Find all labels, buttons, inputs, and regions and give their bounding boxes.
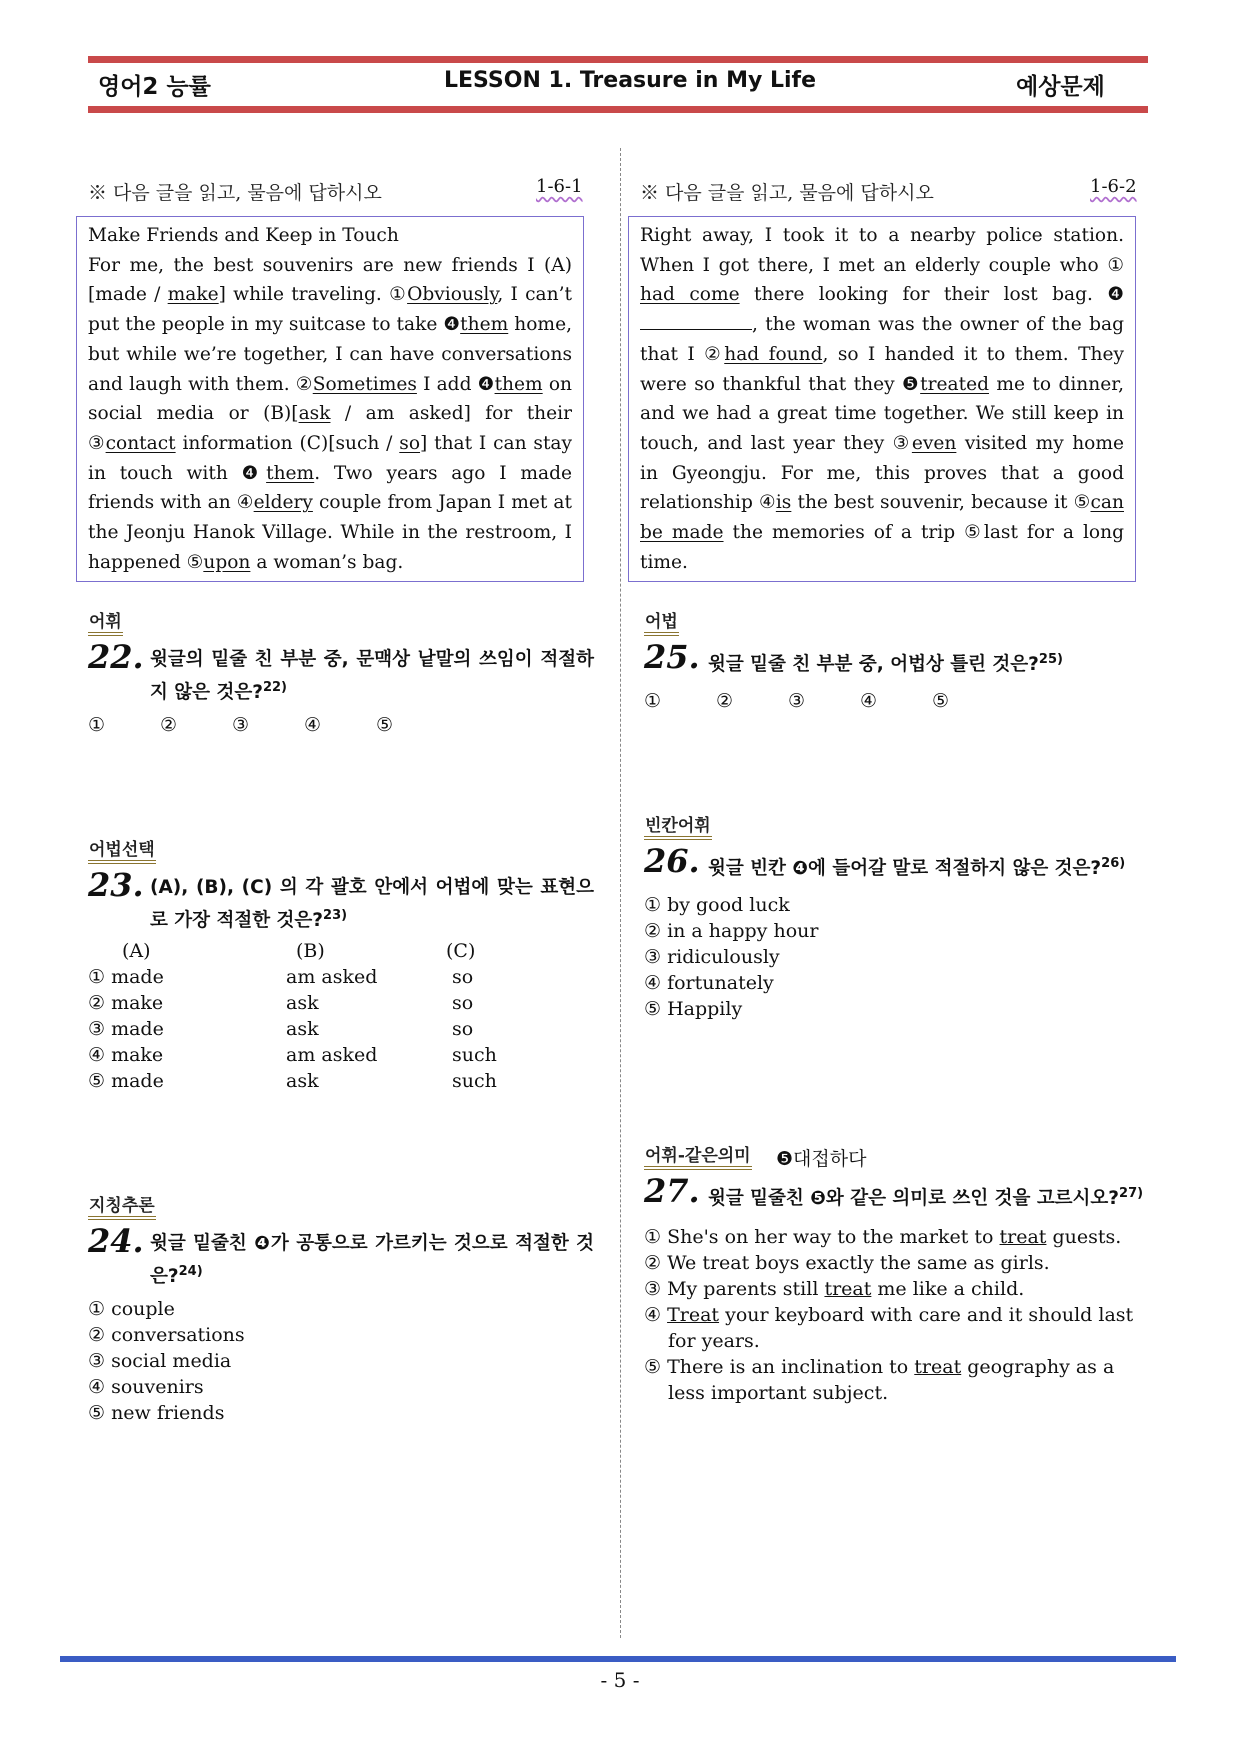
q22-choice[interactable]: ① (88, 714, 106, 736)
q24-tag: 지칭추론 (88, 1196, 156, 1220)
q23-cell: ask (286, 992, 319, 1014)
q25-text: 윗글 밑줄 친 부분 중, 어법상 틀린 것은?$^{25)}$ (708, 652, 1063, 676)
q23-answer-table (88, 938, 546, 1094)
q22-choice[interactable]: ③ (232, 714, 250, 736)
q27-option[interactable]: ④ Treat your keyboard with care and it should last for years. (644, 1304, 1134, 1352)
q23-header-a: (A) (122, 940, 151, 962)
right-instruction: ※ 다음 글을 읽고, 물음에 답하시오 (640, 182, 934, 204)
q23-cell: am asked (286, 1044, 378, 1066)
q23-cell: ③ made (88, 1018, 164, 1040)
q27-tag-meaning: ❺대접하다 (776, 1148, 867, 1170)
footer-rule (60, 1656, 1176, 1662)
q23-header-row (88, 938, 546, 964)
q24-number: 24. (88, 1222, 144, 1260)
q24-text: 윗글 밑줄친 ❹가 공통으로 가르키는 것으로 적절한 것은?$^{24)}$ (150, 1233, 594, 1288)
q24-option[interactable]: ① couple (88, 1298, 175, 1320)
q22-text: 윗글의 밑줄 친 부분 중, 문맥상 낱말의 쓰임이 적절하지 않은 것은?$^{22)}$ (150, 649, 594, 704)
q24-option[interactable]: ④ souvenirs (88, 1376, 204, 1398)
q22-choice[interactable]: ④ (304, 714, 322, 736)
q24-option[interactable]: ② conversations (88, 1324, 245, 1346)
q27-option[interactable]: ⑤ There is an inclination to treat geography as a less important subject. (644, 1356, 1115, 1404)
q23-header-b: (B) (296, 940, 325, 962)
q23-number: 23. (88, 866, 144, 904)
q22-choices (88, 714, 448, 736)
column-divider (620, 148, 621, 1638)
q23-option-row[interactable] (88, 990, 546, 1016)
q26-option[interactable]: ③ ridiculously (644, 946, 780, 968)
q23-tag: 어법선택 (88, 840, 156, 864)
q25-choice[interactable]: ⑤ (932, 690, 950, 712)
q23-cell: so (452, 966, 474, 988)
q26-number: 26. (644, 842, 700, 880)
q27-option[interactable]: ② We treat boys exactly the same as girls. (644, 1252, 1050, 1274)
q25-choice[interactable]: ④ (860, 690, 878, 712)
q25-tag: 어법 (644, 612, 679, 636)
q26-option[interactable]: ⑤ Happily (644, 998, 743, 1020)
q23-text: (A), (B), (C) 의 각 괄호 안에서 어법에 맞는 표현으로 가장 적절한 것은?$^{23)}$ (150, 877, 594, 932)
q23-option-row[interactable] (88, 964, 546, 990)
q25-choice[interactable]: ① (644, 690, 662, 712)
header-top-rule (88, 56, 1148, 63)
q25-choice[interactable]: ② (716, 690, 734, 712)
q23-option-row[interactable] (88, 1068, 546, 1094)
q24-option[interactable]: ③ social media (88, 1350, 232, 1372)
q22-choice[interactable]: ② (160, 714, 178, 736)
header-lesson-title: LESSON 1. Treasure in My Life (444, 68, 817, 93)
q23-option-row[interactable] (88, 1042, 546, 1068)
left-passage: Make Friends and Keep in Touch For me, the best souvenirs are new friends I (A)[made / make] while traveling. ①Obviously, I can’t put the people in my suitcase to take ❹them home, but while we’re together, I can have conversations and laugh with them. ②Sometimes I add ❹them on social media or (B)[ask / am asked] for their ③contact information (C)[such / so] that I can stay in touch with ❹them. Two years ago I made friends with an ④eldery couple from Japan I met at the Jeonju Hanok Village. While in the restroom, I happened ⑤upon a woman’s bag. (76, 216, 584, 582)
q23-cell: am asked (286, 966, 378, 988)
q27-text: 윗글 밑줄친 ❺와 같은 의미로 쓰인 것을 고르시오?$^{27)}$ (708, 1186, 1144, 1210)
q23-cell: such (452, 1070, 497, 1092)
q27-number: 27. (644, 1172, 700, 1210)
q27-options (644, 1224, 1152, 1406)
q23-cell: ② make (88, 992, 164, 1014)
q22-choice[interactable]: ⑤ (376, 714, 394, 736)
q26-option[interactable]: ② in a happy hour (644, 920, 819, 942)
q26-option[interactable]: ④ fortunately (644, 972, 774, 994)
q27-option[interactable]: ① She's on her way to the market to treat guests. (644, 1226, 1122, 1248)
q23-option-row[interactable] (88, 1016, 546, 1042)
q25-number: 25. (644, 638, 700, 676)
header-bottom-rule (88, 106, 1148, 113)
blank-a (640, 311, 752, 330)
q25-choices (644, 690, 1004, 712)
q23-cell: so (452, 992, 474, 1014)
q23-cell: ask (286, 1018, 319, 1040)
q24-option[interactable]: ⑤ new friends (88, 1402, 225, 1424)
q23-cell: ⑤ made (88, 1070, 164, 1092)
right-passage: Right away, I took it to a nearby police station. When I got there, I met an elderly couple who ① had come there looking for their lost bag. ❹ , the woman was the owner of the bag that I ②had found, so I handed it to them. They were so thankful that they ❺treated me to dinner, and we had a great time together. We still keep in touch, and last year they ③even visited my home in Gyeongju. For me, this proves that a good relationship ④is the best souvenir, because it ⑤can be made the memories of a trip ⑤last for a long time. (628, 216, 1136, 582)
q25-choice[interactable]: ③ (788, 690, 806, 712)
q23-header-c: (C) (446, 940, 476, 962)
q26-text: 윗글 빈칸 ❹에 들어갈 말로 적절하지 않은 것은?$^{26)}$ (708, 856, 1126, 880)
q26-options (644, 892, 818, 1022)
q27-tag: 어휘-같은의미 (644, 1146, 752, 1170)
q24-options (88, 1296, 245, 1426)
q23-cell: ask (286, 1070, 319, 1092)
page-number: - 5 - (600, 1668, 640, 1692)
q22-tag: 어휘 (88, 612, 123, 636)
left-instruction: ※ 다음 글을 읽고, 물음에 답하시오 (88, 182, 382, 204)
right-passage-code: 1-6-2 (1090, 176, 1137, 197)
q26-option[interactable]: ① by good luck (644, 894, 790, 916)
q23-cell: such (452, 1044, 497, 1066)
q27-option[interactable]: ③ My parents still treat me like a child. (644, 1278, 1025, 1300)
q23-cell: ① made (88, 966, 164, 988)
header-exam-type: 예상문제 (1016, 74, 1105, 100)
q23-cell: so (452, 1018, 474, 1040)
left-passage-code: 1-6-1 (536, 176, 583, 197)
q26-tag: 빈칸어휘 (644, 816, 712, 840)
q22-number: 22. (88, 638, 144, 676)
q23-cell: ④ make (88, 1044, 164, 1066)
header-subject: 영어2 능률 (98, 74, 211, 100)
